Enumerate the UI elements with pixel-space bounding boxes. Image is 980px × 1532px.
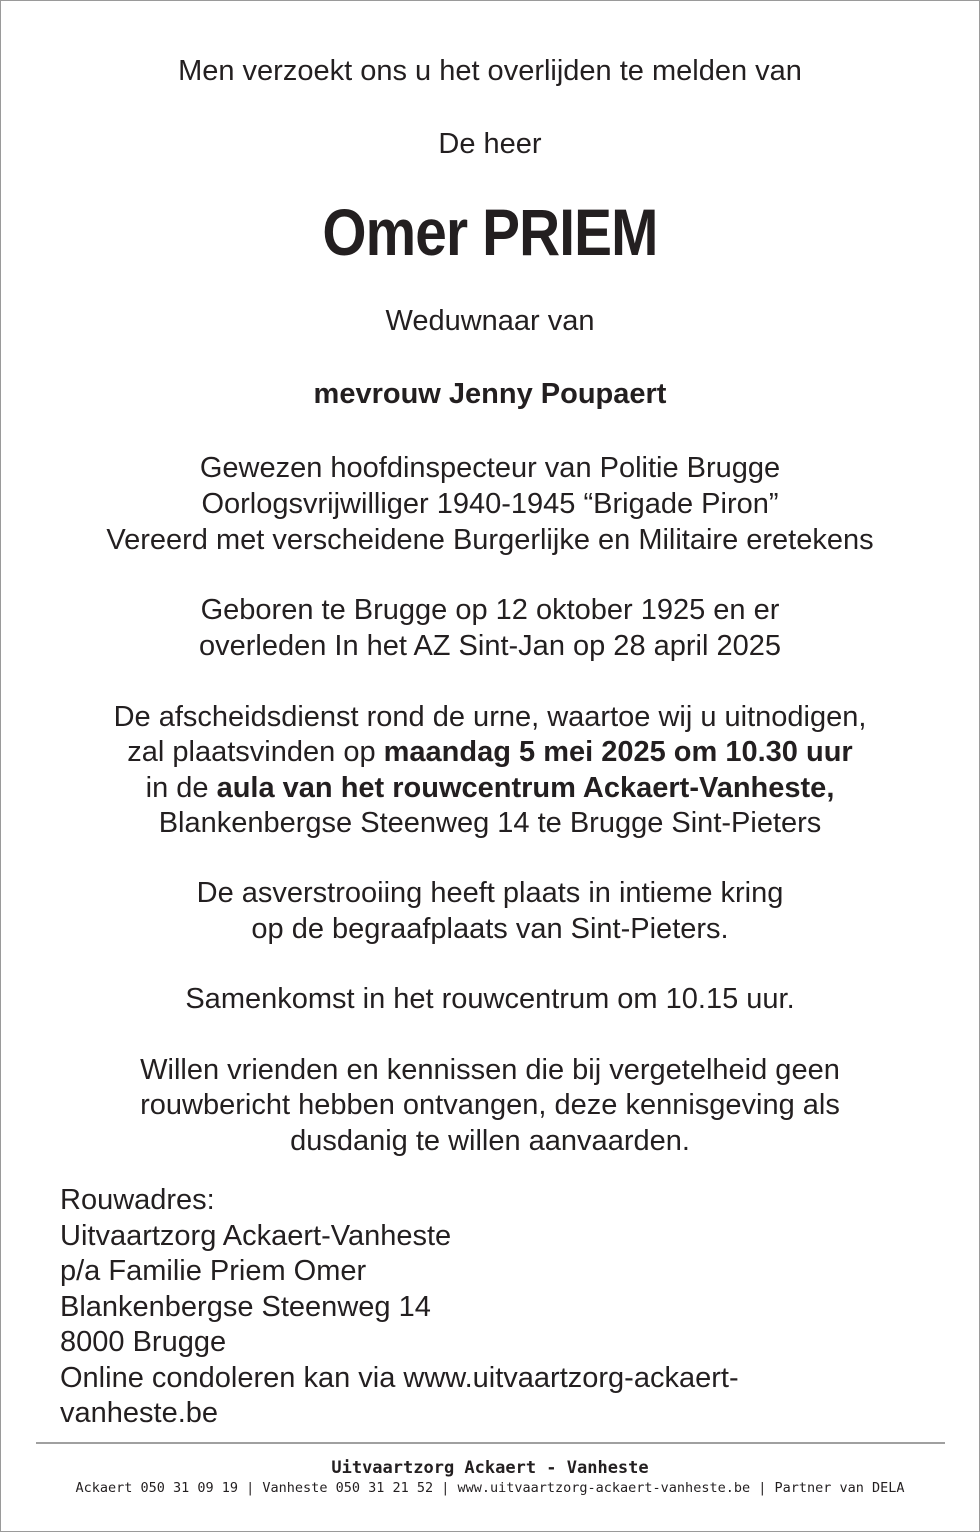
service-date-line [0, 735, 980, 771]
gathering-text: Samenkomst in het rouwcentrum om 10.15 uur. [185, 983, 795, 1015]
service-venue-prefix: in de [145, 772, 217, 804]
title-line: Vereerd met verscheidene Burgerlijke en Militaire eretekens [106, 524, 874, 556]
service-venue: aula van het rouwcentrum Ackaert-Vanheste, [216, 772, 835, 804]
address-line: Uitvaartzorg Ackaert-Vanheste [60, 1219, 452, 1252]
condolence-line: Online condoleren kan via www.uitvaartzorg-ackaert- [60, 1361, 739, 1394]
service-venue-line [0, 771, 980, 807]
scattering-line: De asverstrooiing heeft plaats in intieme kring [196, 877, 784, 909]
address-heading: Rouwadres: [60, 1184, 215, 1216]
deceased-name: Omer PRIEM [322, 195, 658, 269]
mourning-address [60, 1183, 960, 1432]
service-line: De afscheidsdienst rond de urne, waartoe wij u uitnodigen, [113, 701, 867, 733]
footer-contact-info: Ackaert 050 31 09 19 | Vanheste 050 31 21 52 | www.uitvaartzorg-ackaert-vanheste.be | Partner van DELA [75, 1480, 905, 1496]
title-line: Oorlogsvrijwilliger 1940-1945 “Brigade Piron” [201, 488, 779, 520]
service-date-prefix: zal plaatsvinden op [127, 736, 384, 768]
address-line: 8000 Brugge [60, 1326, 227, 1358]
birth-death-line: overleden In het AZ Sint-Jan op 28 april 2025 [199, 630, 781, 662]
request-line: dusdanig te willen aanvaarden. [290, 1125, 690, 1157]
intro-text: Men verzoekt ons u het overlijden te melden van [178, 55, 802, 87]
address-line: Blankenbergse Steenweg 14 [60, 1290, 431, 1323]
spouse-name: mevrouw Jenny Poupaert [313, 378, 667, 410]
request-line: Willen vrienden en kennissen die bij vergetelheid geen [140, 1054, 840, 1086]
salutation: De heer [438, 128, 542, 160]
footer-divider [36, 1442, 945, 1444]
birth-death-line: Geboren te Brugge op 12 oktober 1925 en er [200, 594, 780, 626]
condolence-line: vanheste.be [60, 1397, 219, 1429]
scattering-line: op de begraafplaats van Sint-Pieters. [251, 913, 729, 945]
footer-company-name: Uitvaartzorg Ackaert - Vanheste [331, 1458, 649, 1478]
request-line: rouwbericht hebben ontvangen, deze kennisgeving als [140, 1089, 840, 1121]
service-date: maandag 5 mei 2025 om 10.30 uur [383, 736, 853, 768]
relation-text: Weduwnaar van [385, 305, 595, 337]
service-address-line: Blankenbergse Steenweg 14 te Brugge Sint-Pieters [158, 807, 822, 839]
title-line: Gewezen hoofdinspecteur van Politie Brugge [199, 452, 781, 484]
address-line: p/a Familie Priem Omer [60, 1255, 367, 1287]
